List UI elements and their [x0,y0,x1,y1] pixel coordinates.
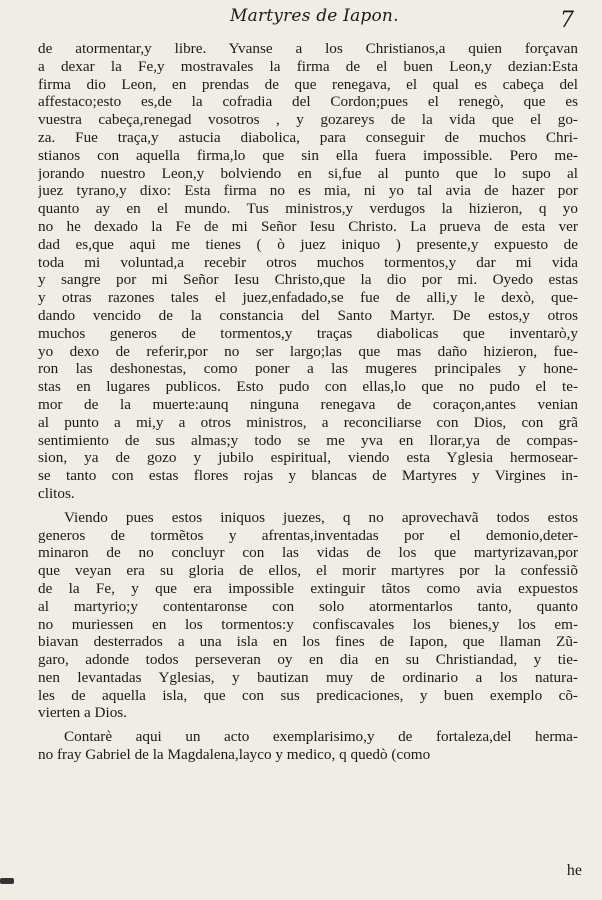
text-line: juez tyrano,y dixo: Esta firma no es mia, ni yo tal avia de hazer por [38,182,578,200]
text-line: Contarè aqui un acto exemplarisimo,y de fortaleza,del herma- [64,728,578,746]
text-line: sion, ya de gozo y jubilo espiritual, viendo esta Yglesia hermosear- [38,449,578,467]
paragraph [38,509,578,723]
text-line: affestaco;esto es,de la cofradia del Cordon;pues el renegò, que es [38,93,578,111]
text-line: stianos con aquella firma,lo que sin ella fuera impossible. Pero me- [38,146,578,164]
text-line: a dexar la Fe,y mostravales la firma de el buen Leon,y dezian:Esta [38,57,578,75]
text-line: za. Fue traça,y astucia diabolica, para conseguir de muchos Chri- [38,128,578,146]
text-line: firma dio Leon, en prendas de que renegava, el qual es cabeça del [38,75,578,93]
text-line: minaron de no concluyr con las vidas de los que martyrizavan,por [38,544,578,562]
text-line: de atormentar,y libre. Yvanse a los Christianos,a quien forçavan [38,40,578,57]
text-line: se tanto con estas flores rojas y blancas de Martyres y Virgines in- [38,467,578,485]
text-line: y otras razones tales el juez,enfadado,se fue de alli,y le dexò, que- [38,289,578,307]
catchword: he [566,862,582,879]
text-line: muchos generos de tormentos,y traças diabolicas que inventarò,y [38,324,578,342]
text-line: yo dexo de referir,por no ser largo;las que mas daño hizieron, fue- [38,342,578,360]
text-line: les de aquella isla, que con sus predicaciones, y buen exemplo cõ- [38,686,578,704]
paragraph [38,40,578,503]
ink-mark [0,878,14,884]
text-line: toda mi voluntad,a recebir otros muchos tormentos,y dar mi vida [38,253,578,271]
text-line: que veyan era su gloria de ellos, el morir martyres por la confessiõ [38,562,578,580]
text-line: no fray Gabriel de la Magdalena,layco y medico, q quedò (como [38,746,431,764]
text-line: vuestra cabeça,renegad vosotros , y gozareys de la vida que el go- [38,111,578,129]
text-line: al punto a mi,y a otros ministros, a reconciliarse con Dios, con grã [38,413,578,431]
body-text [38,40,578,764]
text-line: stas en lugares publicos. Esto pudo con ellas,lo que no pudo el te- [38,378,578,396]
paragraph [38,728,578,764]
text-line: de la Fe, y que era impossible extinguir tãtos como avia expuestos [38,579,578,597]
text-line: dad es,que aqui me tienes ( ò juez iniquo ) presente,y expuesto de [38,235,578,253]
text-line: garo, adonde todos perseveran oy en dia en su Christiandad, y tie- [38,651,578,669]
text-line: mor de la muerte:aunq ninguna renegava de coraçon,antes venian [38,395,578,413]
text-line: quanto ay en el mundo. Tus ministros,y verdugos la hizieron, q yo [38,200,578,218]
text-line: no muriessen en los tormentos:y confiscavales los bienes,y los em- [38,615,578,633]
text-line: Viendo pues estos iniquos juezes, q no aprovechavã todos estos [64,508,578,526]
text-line: ron las deshonestas, como poner a las mugeres principales y hone- [38,360,578,378]
text-line: clitos. [38,484,75,502]
text-line: vierten a Dios. [38,704,127,722]
text-line: no he dexado la Fe de mi Señor Iesu Christo. La prueva de esta ver [38,217,578,235]
text-line: jorando nuestro Leon,y bolviendo en si,fue al punto que lo supo al [38,164,578,182]
text-line: al martyrio;y contentaronse con solo atormentarlos tanto, quanto [38,597,578,615]
text-line: biavan desterrados a una isla en los fines de Iapon, que llaman Zũ- [38,633,578,651]
text-line: generos de tormẽtos y afrentas,inventadas por el demonio,deter- [38,526,578,544]
text-line: dando vencido de la constancia del Santo Martyr. De estos,y otros [38,306,578,324]
text-line: y sangre por mi Señor Iesu Christo,que la dio por mi. Oyedo estas [38,271,578,289]
page-header [0,2,602,34]
text-line: nen levantadas Yglesias, y bautizan muy de ordinario a los natura- [38,668,578,686]
running-title: Martyres de Iapon. [230,6,399,26]
text-line: sentimiento de sus almas;y todo se me yva en llorar,ya de compas- [38,431,578,449]
page-number: 7 [560,8,574,33]
